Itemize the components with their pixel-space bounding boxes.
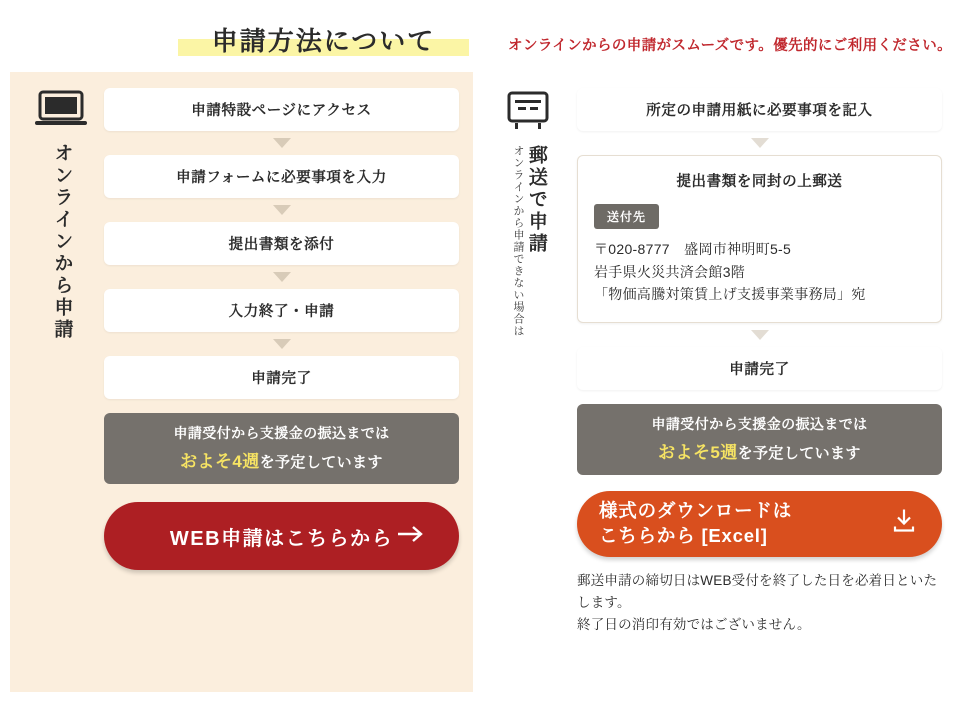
form-download-button[interactable] [577, 491, 942, 557]
header-note: オンラインからの申請がスムーズです。優先的にご利用ください。 [508, 38, 952, 54]
mail-duration-line2 [583, 438, 936, 463]
address-line-3: 「物価高騰対策賃上げ支援事業事務局」宛 [594, 286, 866, 303]
mail-step-1: 所定の申請用紙に必要事項を記入 [577, 88, 942, 131]
web-application-button-label: WEB申請はこちらから [169, 527, 394, 550]
mail-footnote-line1: 郵送申請の締切日はWEB受付を終了した日を必着日といたします。 [577, 573, 938, 610]
flow-arrow-icon [751, 330, 769, 340]
flow-arrow-icon [751, 138, 769, 148]
online-step-1: 申請特設ページにアクセス [104, 88, 459, 131]
mail-duration-note [577, 404, 942, 475]
page-title-wrap [175, 21, 472, 58]
mail-footnote [577, 570, 942, 636]
mail-label-column [485, 88, 571, 692]
laptop-icon [35, 90, 87, 133]
mail-panel [473, 72, 952, 692]
mail-vertical-label-small: オンラインから申請できない場合は [511, 145, 524, 337]
online-duration-accent: およそ4週 [180, 452, 260, 471]
methods-panels [10, 72, 952, 692]
web-application-button[interactable] [104, 502, 459, 570]
mail-vertical-label: 郵送で申請 [525, 145, 547, 255]
online-step-5: 申請完了 [104, 356, 459, 399]
online-step-2: 申請フォームに必要事項を入力 [104, 155, 459, 198]
online-flow [98, 88, 459, 692]
mail-duration-suffix: を予定しています [737, 445, 861, 463]
page-title: 申請方法について [211, 26, 436, 56]
mail-step-2: 申請完了 [577, 347, 942, 390]
online-duration-line1: 申請受付から支援金の振込までは [173, 425, 390, 441]
flow-arrow-icon [273, 138, 291, 148]
online-panel [10, 72, 473, 692]
flow-arrow-icon [273, 272, 291, 282]
flow-arrow-icon [273, 339, 291, 349]
address-line-2: 岩手県火災共済会館3階 [594, 263, 746, 280]
page-header [0, 0, 962, 58]
destination-tag: 送付先 [594, 204, 659, 229]
mail-address-card [577, 155, 942, 323]
mail-footnote-line2: 終了日の消印有効ではございません。 [577, 616, 811, 632]
form-download-button-label [599, 499, 792, 549]
online-step-4: 入力終了・申請 [104, 289, 459, 332]
post-mailbox-icon [505, 90, 551, 135]
mail-flow [571, 88, 942, 692]
online-label-column [24, 88, 98, 692]
form-download-label-line2: こちらから [Excel] [599, 525, 768, 547]
mail-card-title: 提出書類を同封の上郵送 [676, 174, 843, 190]
mail-duration-line1: 申請受付から支援金の振込までは [651, 416, 868, 433]
form-download-label-line1: 様式のダウンロードは [599, 500, 793, 522]
download-icon [892, 508, 916, 541]
online-duration-note [104, 413, 459, 484]
online-duration-line2 [110, 447, 453, 472]
flow-arrow-icon [273, 205, 291, 215]
address-line-1: 〒020-8777 盛岡市神明町5-5 [594, 241, 792, 257]
online-vertical-label: オンラインから申請 [51, 143, 73, 341]
mail-vertical-labels [510, 145, 546, 337]
online-step-3: 提出書類を添付 [104, 222, 459, 265]
arrow-right-icon [397, 524, 425, 548]
online-duration-suffix: を予定しています [259, 454, 383, 471]
mail-duration-accent: およそ5週 [658, 443, 738, 463]
